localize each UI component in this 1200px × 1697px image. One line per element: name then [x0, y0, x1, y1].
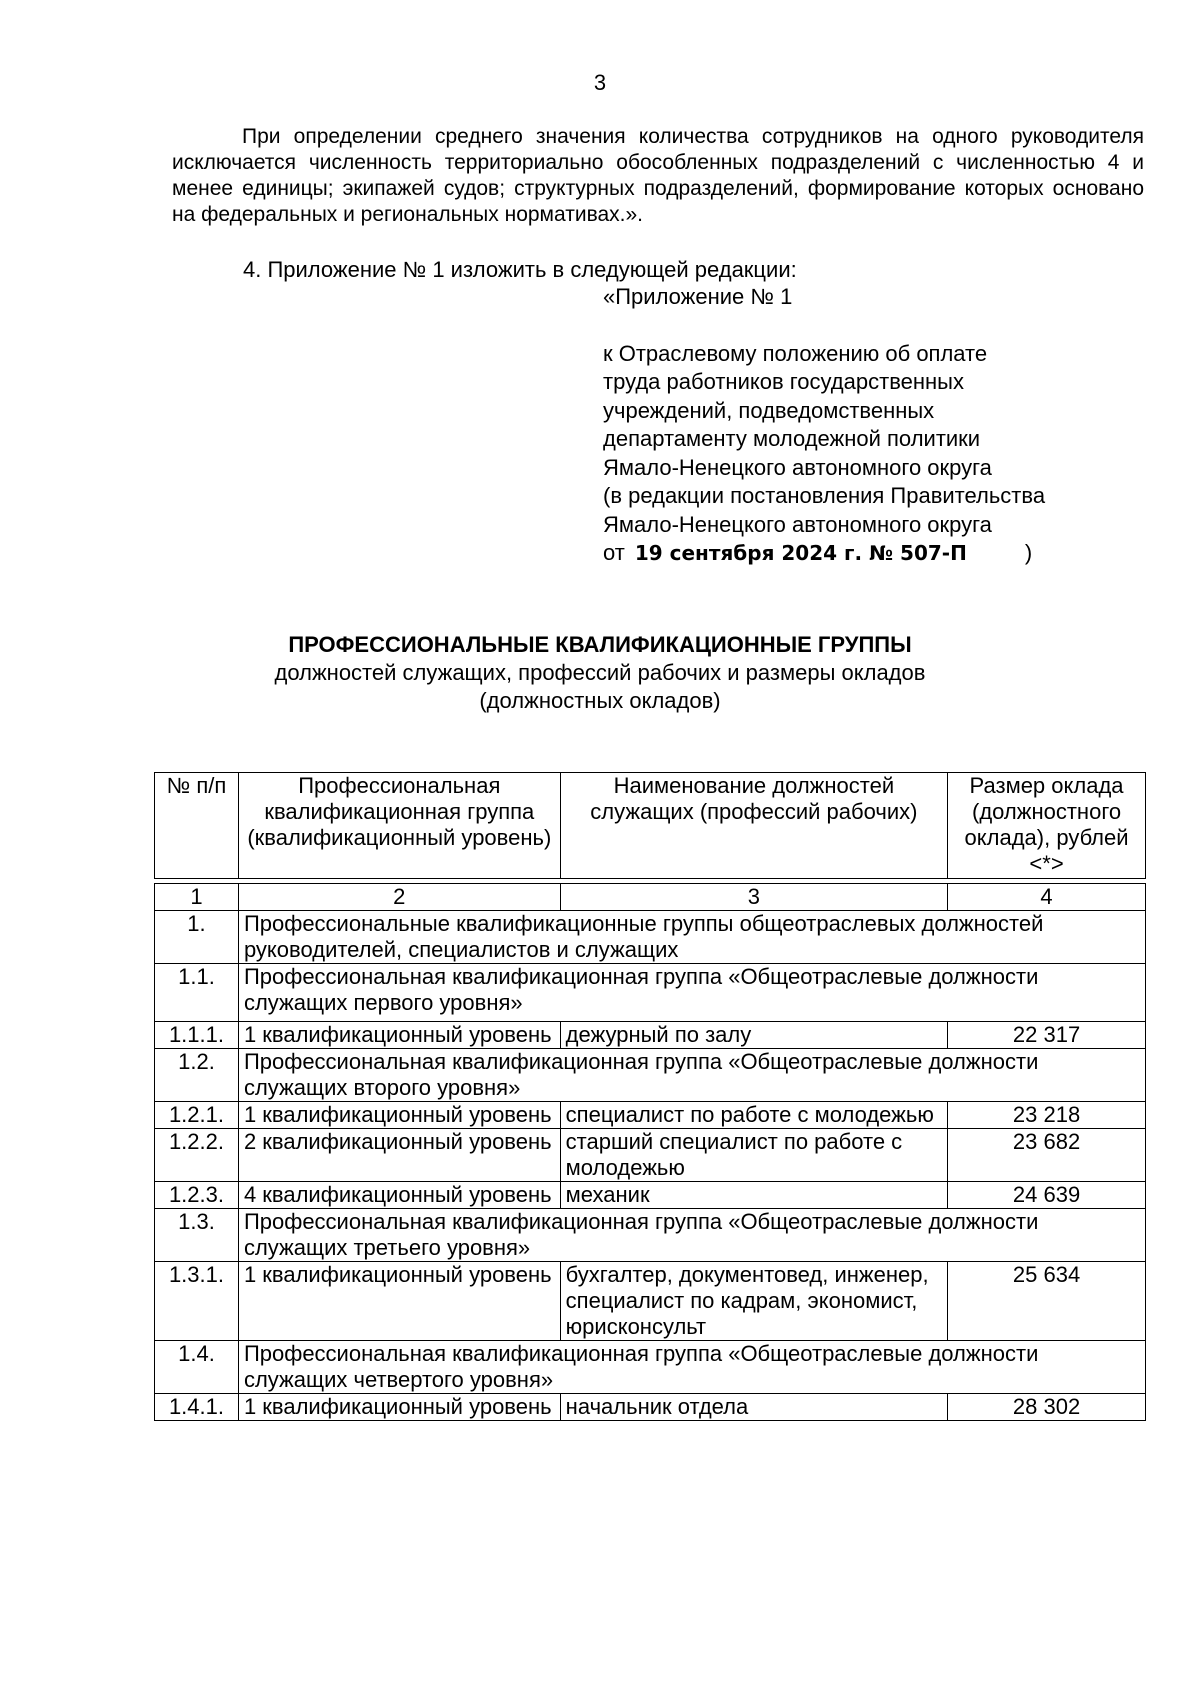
row-num: 1.1. — [155, 964, 239, 1022]
heading-subtitle: должностей служащих, профессий рабочих и размеры окладов — [274, 660, 926, 685]
row-num: 1.4.1. — [155, 1394, 239, 1421]
row-num: 1.3.1. — [155, 1262, 239, 1341]
page-number: 3 — [593, 70, 607, 95]
header-group: Профессиональная квалификационная группа (квалификационный уровень) — [238, 773, 560, 879]
group-title: Профессиональная квалификационная группа «Общеотраслевые должности служащих четвертого уровня» — [238, 1341, 1145, 1394]
header-salary: Размер оклада (должностного оклада), рублей <*> — [948, 773, 1146, 879]
salary-value: 25 634 — [948, 1262, 1146, 1341]
table-header-row — [155, 773, 1146, 879]
table-row — [155, 1129, 1146, 1182]
header-num: № п/п — [155, 773, 239, 879]
heading-title: ПРОФЕССИОНАЛЬНЫЕ КВАЛИФИКАЦИОННЫЕ ГРУППЫ — [288, 632, 912, 657]
position-names: начальник отдела — [560, 1394, 947, 1421]
table-row — [155, 1209, 1146, 1262]
qualification-level: 2 квалификационный уровень — [238, 1129, 560, 1182]
header-positions: Наименование должностей служащих (профессий рабочих) — [560, 773, 947, 879]
row-num: 1.2.2. — [155, 1129, 239, 1182]
salary-value: 24 639 — [948, 1182, 1146, 1209]
appendix-date-line — [603, 539, 1163, 568]
appendix-line: учреждений, подведомственных — [603, 397, 935, 423]
document-heading — [0, 631, 1200, 715]
column-number-row — [155, 884, 1146, 911]
col-number: 4 — [948, 884, 1146, 911]
table-row — [155, 1049, 1146, 1102]
table-row — [155, 964, 1146, 1022]
table-row — [155, 1394, 1146, 1421]
table-row — [155, 1022, 1146, 1049]
from-label: от — [603, 540, 625, 565]
qualification-level: 1 квалификационный уровень — [238, 1262, 560, 1341]
appendix-block — [603, 283, 1163, 568]
table-row — [155, 1102, 1146, 1129]
appendix-line: (в редакции постановления Правительства — [603, 483, 1046, 508]
row-num: 1.2.3. — [155, 1182, 239, 1209]
row-num: 1.4. — [155, 1341, 239, 1394]
group-title: Профессиональные квалификационные группы общеотраслевых должностей руководителей, специалистов и служащих — [238, 911, 1145, 964]
appendix-line: Ямало-Ненецкого автономного округа — [603, 511, 992, 537]
table-row — [155, 1182, 1146, 1209]
row-num: 1.1.1. — [155, 1022, 239, 1049]
salary-value: 22 317 — [948, 1022, 1146, 1049]
salary-value: 23 682 — [948, 1129, 1146, 1182]
salary-value: 23 218 — [948, 1102, 1146, 1129]
position-names: специалист по работе с молодежью — [560, 1102, 947, 1129]
qualification-level: 1 квалификационный уровень — [238, 1394, 560, 1421]
col-number: 1 — [155, 884, 239, 911]
qualification-level: 1 квалификационный уровень — [238, 1022, 560, 1049]
heading-subtitle: (должностных окладов) — [479, 688, 721, 713]
item-4-text: 4. Приложение № 1 изложить в следующей редакции: — [243, 257, 797, 282]
appendix-line: Ямало-Ненецкого автономного округа — [603, 454, 992, 480]
qualification-level: 1 квалификационный уровень — [238, 1102, 560, 1129]
position-names: старший специалист по работе с молодежью — [560, 1129, 947, 1182]
row-num: 1.2. — [155, 1049, 239, 1102]
appendix-line: труда работников государственных — [603, 369, 964, 394]
col-number: 2 — [238, 884, 560, 911]
row-num: 1.2.1. — [155, 1102, 239, 1129]
appendix-title: «Приложение № 1 — [603, 284, 793, 309]
position-names: механик — [560, 1182, 947, 1209]
appendix-line: к Отраслевому положению об оплате — [603, 340, 988, 366]
qualification-level: 4 квалификационный уровень — [238, 1182, 560, 1209]
group-title: Профессиональная квалификационная группа «Общеотраслевые должности служащих второго уровня» — [238, 1049, 1145, 1102]
position-names: дежурный по залу — [560, 1022, 947, 1049]
salary-value: 28 302 — [948, 1394, 1146, 1421]
decree-date: 19 сентября 2024 г. № 507-П — [634, 541, 967, 565]
table-row — [155, 911, 1146, 964]
group-title: Профессиональная квалификационная группа «Общеотраслевые должности служащих третьего уровня» — [238, 1209, 1145, 1262]
group-title: Профессиональная квалификационная группа «Общеотраслевые должности служащих первого уровня» — [238, 964, 1145, 1022]
position-names: бухгалтер, документовед, инженер, специалист по кадрам, экономист, юрисконсульт — [560, 1262, 947, 1341]
table-row — [155, 1262, 1146, 1341]
body-paragraph: При определении среднего значения количества сотрудников на одного руководителя исключается численность территориально обособленных подразделений с численностью 4 и менее единицы; экипажей судов; структурных подразделений, формирование которых основано на федеральных и региональных нормативах.». — [172, 125, 1144, 226]
closing-paren: ) — [1024, 540, 1033, 565]
table-row — [155, 1341, 1146, 1394]
row-num: 1. — [155, 911, 239, 964]
col-number: 3 — [560, 884, 947, 911]
appendix-line: департаменту молодежной политики — [603, 426, 981, 451]
row-num: 1.3. — [155, 1209, 239, 1262]
qualification-groups-table — [154, 772, 1146, 1421]
